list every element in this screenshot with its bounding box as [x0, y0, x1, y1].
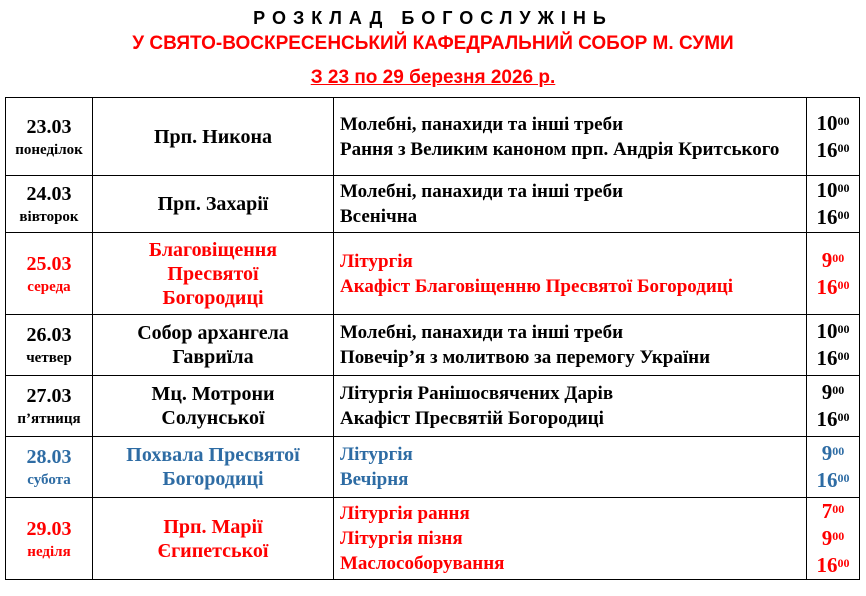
- service-item: Молебні, панахиди та інші треби: [340, 181, 624, 202]
- service-time: [807, 274, 859, 301]
- date-cell: [6, 498, 93, 580]
- time-minutes: 00: [837, 556, 850, 570]
- time-hour: 16: [816, 553, 838, 577]
- schedule-table: [5, 97, 860, 580]
- services-cell: [334, 437, 807, 498]
- time-hour: 16: [816, 468, 838, 492]
- service-time: [807, 110, 859, 137]
- time-minutes: 00: [832, 529, 845, 543]
- date-number: 23.03: [26, 115, 72, 138]
- weekday: п’ятниця: [17, 411, 81, 427]
- time-cell: [807, 315, 860, 376]
- feast-cell: [93, 376, 334, 437]
- feast-cell: [93, 498, 334, 580]
- time-minutes: 00: [837, 140, 850, 155]
- service-item: Всенічна: [340, 206, 418, 227]
- feast-cell: [93, 176, 334, 233]
- feast-name-line: Гавриїла: [172, 346, 254, 368]
- services-cell: [334, 176, 807, 233]
- date-cell: [6, 315, 93, 376]
- time-minutes: 00: [837, 349, 850, 363]
- date-number: 28.03: [26, 446, 72, 468]
- service-item: Літургія: [340, 250, 413, 272]
- feast-name-line: Похвала Пресвятої: [126, 444, 300, 466]
- date-cell: [6, 98, 93, 176]
- time-hour: 7: [821, 499, 833, 523]
- service-item: Молебні, панахиди та інші треби: [340, 322, 624, 343]
- service-time: [807, 247, 859, 274]
- time-cell: [807, 233, 860, 315]
- feast-name-line: Прп. Никона: [153, 125, 273, 148]
- date-number: 29.03: [26, 517, 72, 540]
- time-minutes: 00: [837, 181, 850, 195]
- services-cell: [334, 498, 807, 580]
- time-cell: [807, 498, 860, 580]
- service-item: Вечірня: [340, 469, 409, 490]
- service-item: Маслособорування: [340, 553, 505, 574]
- feast-name-line: Богородиці: [162, 468, 264, 490]
- service-item: Молебні, панахиди та інші треби: [340, 113, 624, 135]
- schedule-row: [6, 376, 860, 437]
- time-hour: 9: [821, 247, 833, 272]
- time-cell: [807, 176, 860, 233]
- time-hour: 9: [821, 526, 833, 550]
- time-minutes: 00: [832, 502, 845, 516]
- time-minutes: 00: [837, 277, 850, 292]
- service-time: [807, 318, 859, 345]
- feast-cell: [93, 437, 334, 498]
- date-range: З 23 по 29 березня 2026 р.: [310, 67, 556, 88]
- time-cell: [807, 98, 860, 176]
- date-number: 24.03: [26, 183, 72, 205]
- feast-cell: [93, 233, 334, 315]
- service-item: Акафіст Пресвятій Богородиці: [340, 408, 604, 429]
- weekday: понеділок: [15, 141, 83, 158]
- service-time: [807, 204, 859, 231]
- feast-cell: [93, 98, 334, 176]
- service-time: [807, 137, 859, 164]
- feast-name-line: Благовіщення: [148, 238, 278, 261]
- date-cell: [6, 376, 93, 437]
- schedule-title: РОЗКЛАД БОГОСЛУЖІНЬ: [253, 8, 613, 28]
- schedule-row: [6, 498, 860, 580]
- service-time: [807, 379, 859, 406]
- time-minutes: 00: [832, 383, 845, 397]
- weekday: неділя: [27, 543, 71, 560]
- time-hour: 10: [816, 178, 838, 202]
- time-hour: 16: [816, 346, 838, 370]
- feast-name-line: Богородиці: [162, 286, 264, 309]
- services-cell: [334, 233, 807, 315]
- services-cell: [334, 98, 807, 176]
- service-time: [807, 440, 859, 467]
- weekday: четвер: [26, 350, 72, 366]
- service-time: [807, 552, 859, 579]
- feast-name-line: Єгипетської: [157, 539, 269, 562]
- weekday: вівторок: [19, 209, 79, 225]
- weekday: субота: [27, 472, 71, 488]
- feast-name-line: Собор архангела: [137, 322, 289, 344]
- schedule-row: [6, 437, 860, 498]
- service-time: [807, 177, 859, 204]
- service-item: Літургія пізня: [340, 528, 463, 549]
- service-time: [807, 498, 859, 525]
- time-minutes: 00: [837, 322, 850, 336]
- service-item: Акафіст Благовіщенню Пресвятої Богородиці: [340, 275, 734, 297]
- time-hour: 9: [821, 380, 833, 404]
- service-item: Повечір’я з молитвою за перемогу України: [340, 347, 711, 368]
- cathedral-name: У СВЯТО-ВОСКРЕСЕНСЬКИЙ КАФЕДРАЛЬНИЙ СОБОР М. СУМИ: [132, 33, 734, 54]
- service-item: Літургія рання: [340, 503, 470, 524]
- weekday: середа: [27, 278, 71, 295]
- time-cell: [807, 437, 860, 498]
- date-cell: [6, 233, 93, 315]
- service-time: [807, 406, 859, 433]
- time-minutes: 00: [832, 250, 845, 265]
- service-item: Літургія: [340, 444, 413, 465]
- time-hour: 16: [816, 205, 838, 229]
- service-item: Рання з Великим каноном прп. Андрія Критського: [340, 138, 780, 160]
- service-time: [807, 467, 859, 494]
- time-cell: [807, 376, 860, 437]
- schedule-row: [6, 315, 860, 376]
- time-hour: 10: [816, 110, 838, 135]
- time-minutes: 00: [837, 471, 850, 485]
- feast-name-line: Солунської: [161, 407, 265, 429]
- time-hour: 10: [816, 319, 838, 343]
- time-hour: 16: [816, 407, 838, 431]
- time-minutes: 00: [837, 208, 850, 222]
- time-minutes: 00: [837, 113, 850, 128]
- time-hour: 16: [816, 137, 838, 162]
- services-cell: [334, 376, 807, 437]
- feast-name-line: Прп. Марії: [163, 515, 263, 538]
- time-minutes: 00: [837, 410, 850, 424]
- time-hour: 9: [821, 441, 833, 465]
- service-time: [807, 525, 859, 552]
- date-number: 25.03: [26, 252, 72, 275]
- schedule-row: [6, 176, 860, 233]
- schedule-row: [6, 98, 860, 176]
- time-hour: 16: [816, 274, 838, 299]
- date-cell: [6, 437, 93, 498]
- services-cell: [334, 315, 807, 376]
- feast-name-line: Прп. Захарії: [157, 193, 269, 215]
- date-number: 26.03: [26, 324, 72, 346]
- date-number: 27.03: [26, 385, 72, 407]
- schedule-row: [6, 233, 860, 315]
- feast-cell: [93, 315, 334, 376]
- service-item: Літургія Ранішосвячених Дарів: [340, 383, 614, 404]
- feast-name-line: Мц. Мотрони: [151, 383, 275, 405]
- feast-name-line: Пресвятої: [167, 262, 259, 285]
- date-cell: [6, 176, 93, 233]
- service-time: [807, 345, 859, 372]
- time-minutes: 00: [832, 444, 845, 458]
